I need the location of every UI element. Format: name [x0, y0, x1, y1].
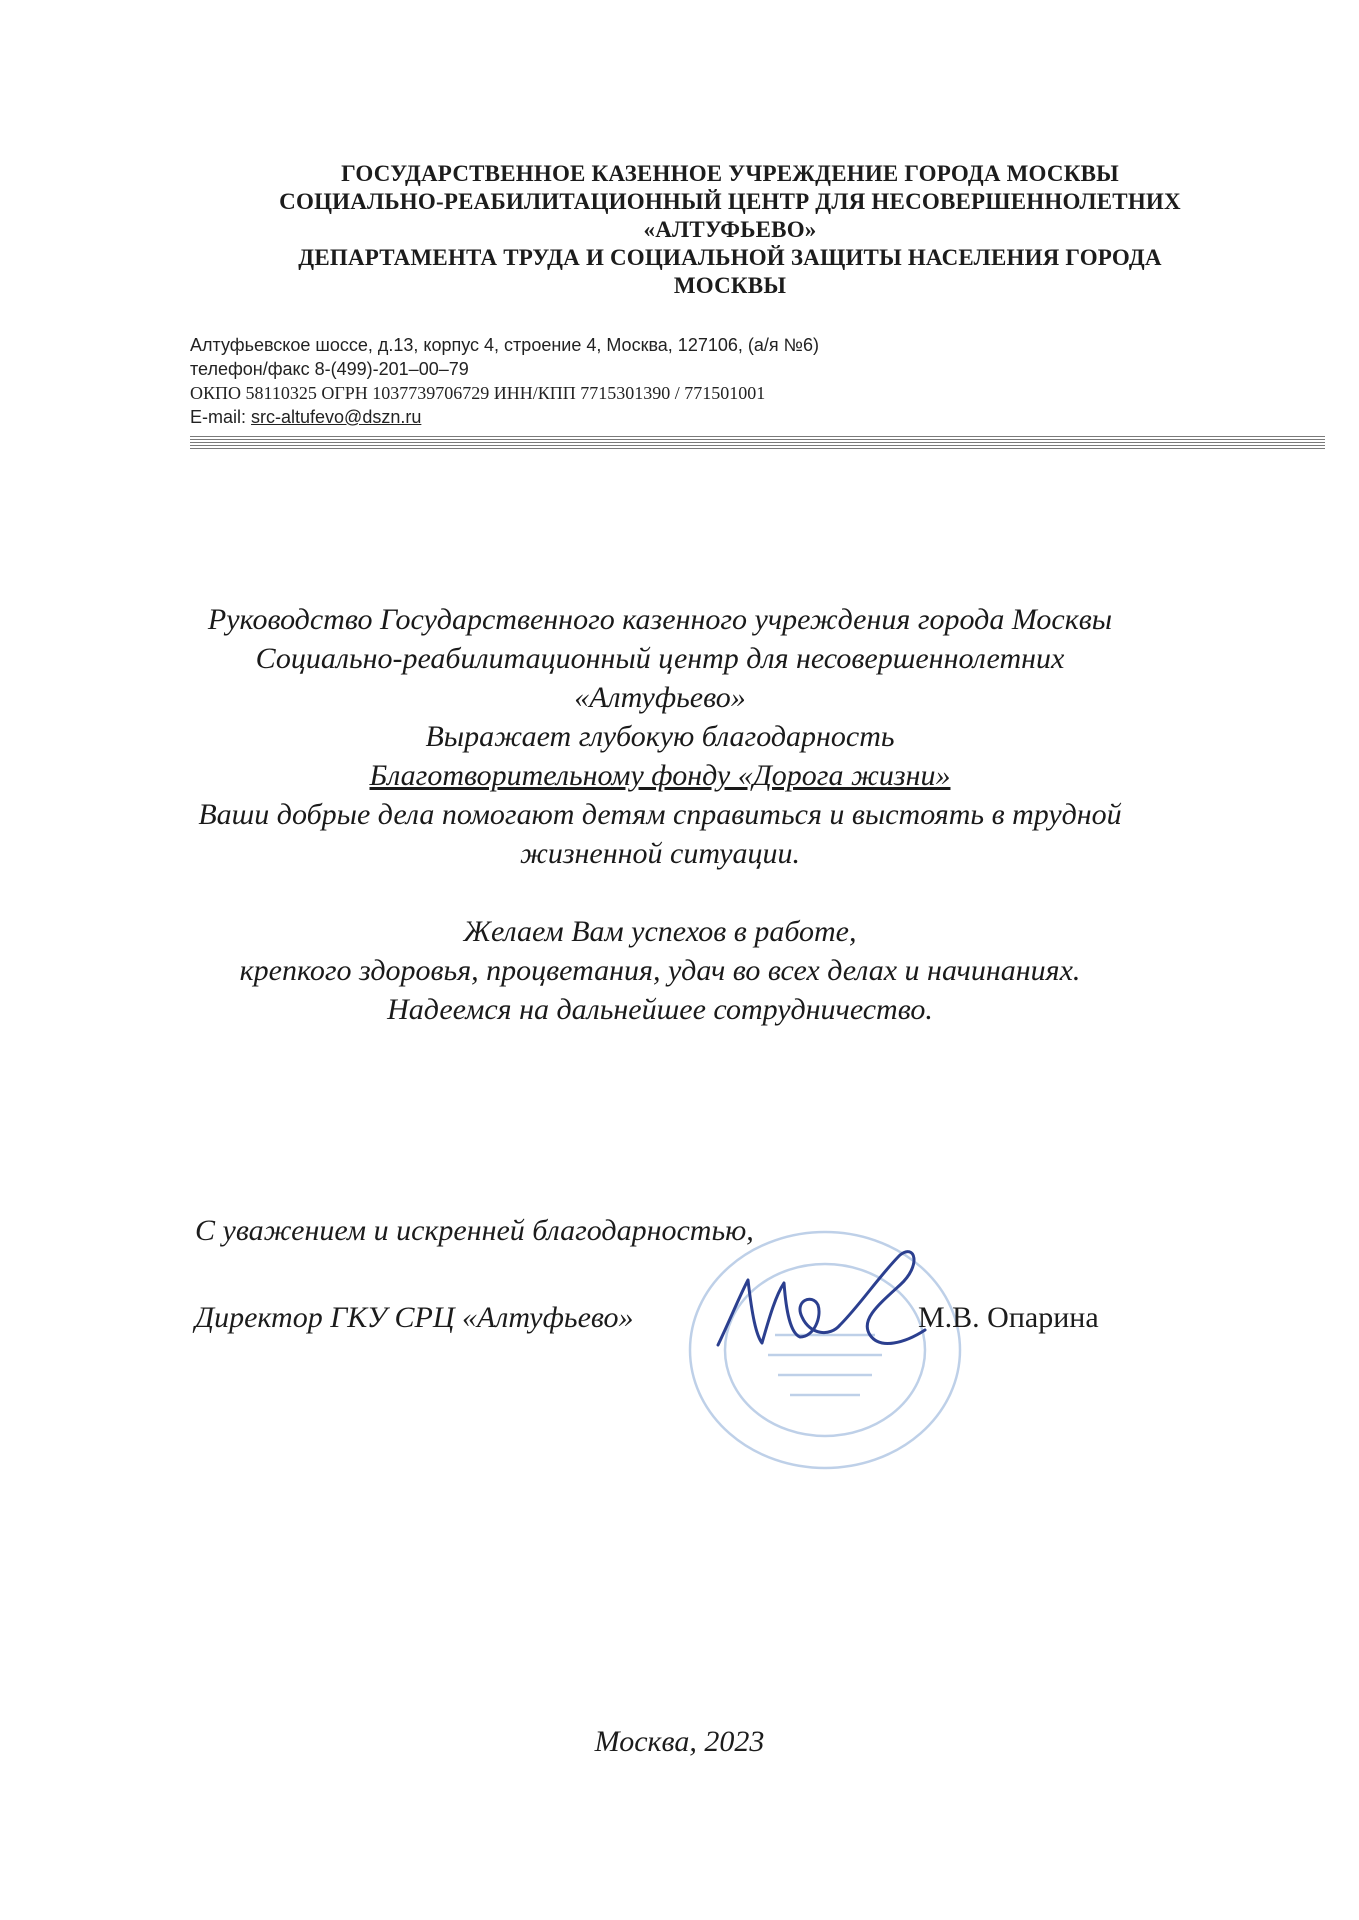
org-name-line: ДЕПАРТАМЕНТА ТРУДА И СОЦИАЛЬНОЙ ЗАЩИТЫ НАСЕЛЕНИЯ ГОРОДА — [298, 245, 1162, 270]
header-divider — [190, 436, 1325, 449]
signature-stroke — [718, 1252, 925, 1345]
address-line: Алтуфьевское шоссе, д.13, корпус 4, строение 4, Москва, 127106, (а/я №6) — [190, 335, 819, 355]
closing-phrase: С уважением и искренней благодарностью, — [195, 1214, 754, 1247]
handwritten-signature-icon — [710, 1225, 930, 1375]
email-line — [190, 405, 1090, 429]
signatory-role: Директор ГКУ СРЦ «Алтуфьево» — [195, 1301, 634, 1334]
wishes-line: Надеемся на дальнейшее сотрудничество. — [387, 993, 933, 1026]
letter-line: «Алтуфьево» — [574, 681, 746, 714]
letter-line: Руководство Государственного казенного учреждения города Москвы — [207, 603, 1113, 636]
phone-line: телефон/факс 8-(499)-201–00–79 — [190, 359, 469, 379]
wishes-line: крепкого здоровья, процветания, удач во всех делах и начинаниях. — [239, 954, 1081, 987]
org-name-line: ГОСУДАРСТВЕННОЕ КАЗЕННОЕ УЧРЕЖДЕНИЕ ГОРОДА МОСКВЫ — [341, 161, 1119, 186]
contact-block — [190, 333, 1090, 429]
letter-line: Выражает глубокую благодарность — [425, 720, 895, 753]
wishes-line: Желаем Вам успехов в работе, — [463, 915, 857, 948]
place-and-date: Москва, 2023 — [594, 1725, 765, 1758]
org-name-line: СОЦИАЛЬНО-РЕАБИЛИТАЦИОННЫЙ ЦЕНТР ДЛЯ НЕСОВЕРШЕННОЛЕТНИХ — [279, 189, 1181, 214]
organization-header — [180, 160, 1280, 300]
paragraph-gap — [160, 873, 1160, 912]
org-name-line: МОСКВЫ — [673, 273, 787, 298]
letter-body — [160, 600, 1160, 1029]
signatory-name: М.В. Опарина — [918, 1301, 1099, 1334]
email-label: E-mail: — [190, 407, 252, 427]
recipient-line: Благотворительному фонду «Дорога жизни» — [369, 759, 951, 792]
letter-line: Ваши добрые дела помогают детям справиться и выстоять в трудной — [198, 798, 1122, 831]
org-name-line: «АЛТУФЬЕВО» — [643, 217, 817, 242]
email-link[interactable]: src-altufevo@dszn.ru — [251, 407, 422, 427]
letter-line: жизненной ситуации. — [519, 837, 801, 870]
letter-line: Социально-реабилитационный центр для несовершеннолетних — [255, 642, 1065, 675]
registration-codes-line: ОКПО 58110325 ОГРН 1037739706729 ИНН/КПП 7715301390 / 771501001 — [190, 383, 766, 403]
